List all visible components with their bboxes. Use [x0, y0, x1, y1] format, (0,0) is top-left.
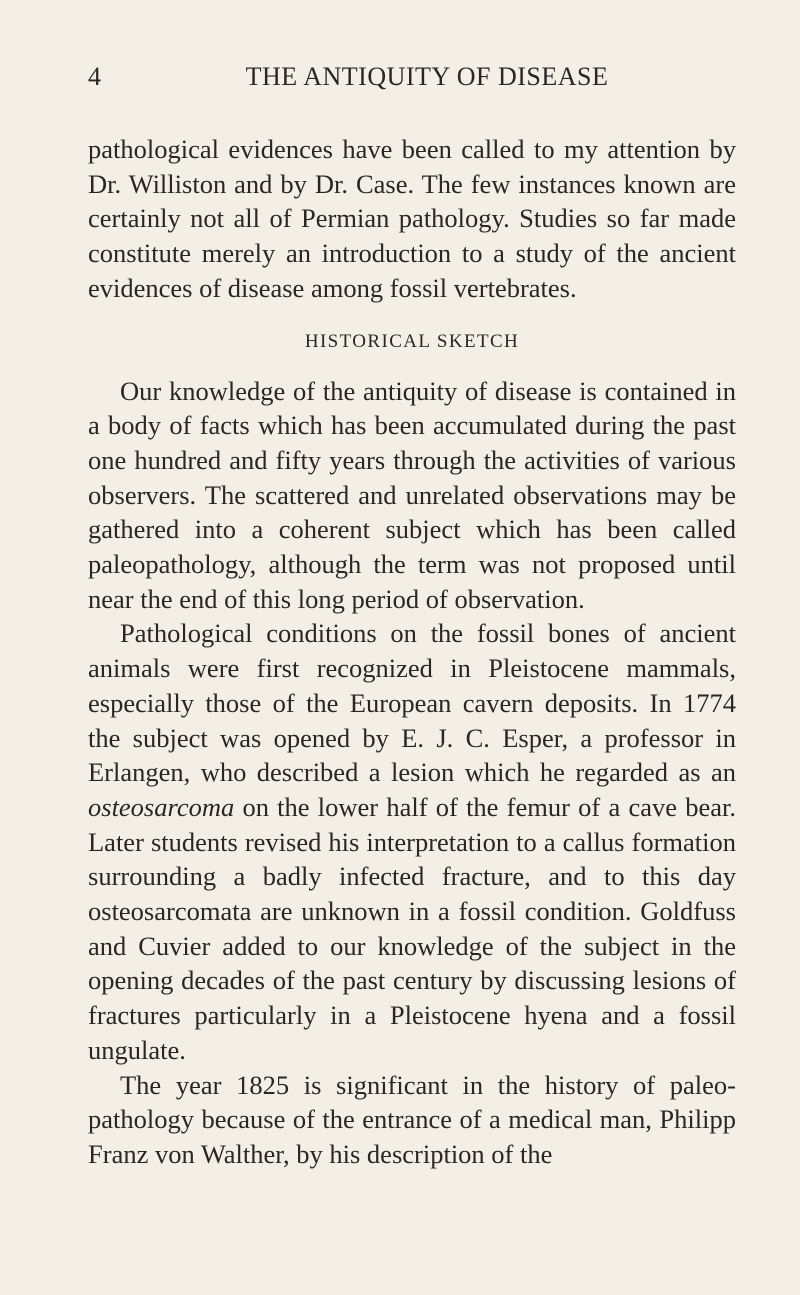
- paragraph-continuation: pathological evidences have been called to my attention by Dr. Williston and by Dr. Case. The few instances known are certainly not all of Permian pathology. Studies so far made constitute merely an introduction to a study of the ancient evidences of disease among fossil vertebrates.: [88, 134, 736, 303]
- section-heading: HISTORICAL SKETCH: [304, 330, 520, 352]
- paragraph-knowledge: Our knowledge of the antiquity of disease is contained in a body of facts which has been accumulated during the past one hundred and fifty years through the activities of various observers. The scattered and unrelated observations may be gathered into a coherent subject which has been called paleopathology, although the term was not proposed until near the end of this long period of observation.: [88, 375, 736, 614]
- text-run: Pathological conditions on the fossil bones of ancient animals were first recognized in Pleistocene mammals, especially those of the European cavern deposits. In 1774 the subject was opened by E. J. C. Esper, a professor in Erlangen, who described a lesion which he regarded as an: [88, 618, 736, 788]
- text-run: on the lower half of the femur of a cave bear. Later students revised his interpretation to a callus formation surrounding a badly infected fracture, and to this day osteosarcomata are unknown in a fossil condition. Goldfuss and Cuvier added to our knowledge of the subject in the opening decades of the past century by discussing lesions of fractures particularly in a Pleistocene hyena and a fossil ungulate.: [88, 791, 736, 1065]
- body-text: [88, 132, 736, 1172]
- paragraph-year-1825: The year 1825 is significant in the history of paleopathology because of the entrance of a medical man, Philipp Franz von Walther, by his description of the: [88, 1069, 736, 1169]
- italic-term: osteosarcoma: [88, 791, 235, 822]
- page-number: 4: [88, 62, 102, 91]
- paragraph-pathological-conditions: [88, 616, 736, 1067]
- running-title: THE ANTIQUITY OF DISEASE: [245, 62, 609, 91]
- book-page: [88, 62, 736, 1172]
- running-header: [88, 62, 736, 102]
